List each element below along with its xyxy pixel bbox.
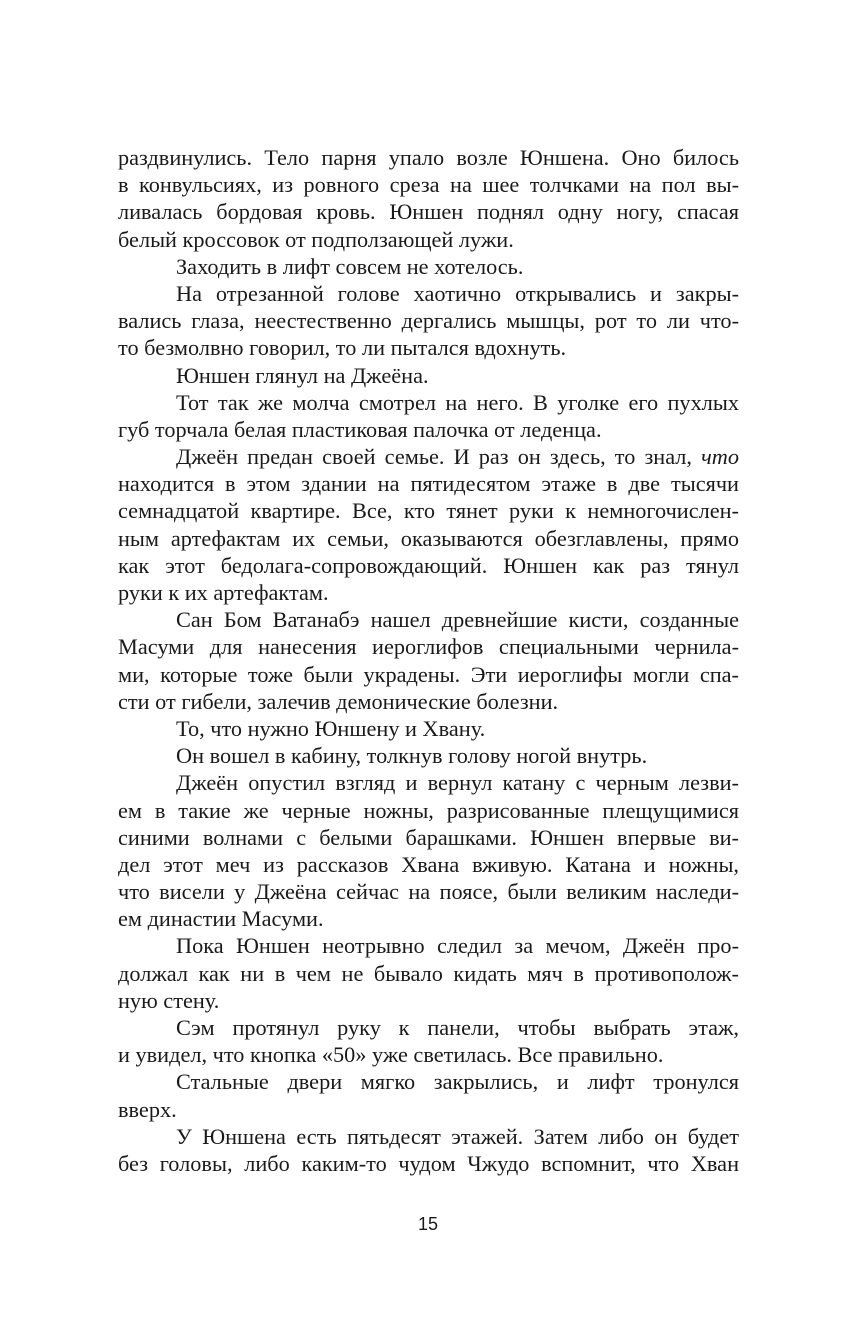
text-line-content: ливалась бордовая кровь. Юншен поднял одну ногу, спасая (118, 199, 739, 225)
text-line (118, 198, 739, 225)
text-line-content: На отрезанной голове хаотично открывались и закры- (176, 280, 739, 306)
text-line-emphasis: что (701, 444, 739, 470)
text-line (118, 443, 739, 470)
page-number: 15 (417, 1214, 439, 1234)
text-line-content: Тот так же молча смотрел на него. В уголке его пухлых (176, 389, 739, 415)
text-line (118, 987, 739, 1014)
text-line (118, 1041, 739, 1068)
text-line-content: как этот бедолага-сопровождающий. Юншен как раз тянул (118, 552, 739, 578)
text-line (118, 1068, 739, 1095)
text-line-content: Масуми для нанесения иероглифов специальными чернила- (118, 634, 739, 660)
text-line-content: то безмолвно говорил, то ли пытался вдохнуть. (118, 335, 567, 361)
text-line-content: в конвульсиях, из ровного среза на шее толчками на пол вы- (118, 172, 739, 198)
text-line-content: руки к их артефактам. (118, 580, 329, 605)
text-line-content: ми, которые тоже были украдены. Эти иероглифы могли спа- (118, 661, 739, 687)
text-line-content: семнадцатой квартире. Все, кто тянет руки к немногочислен- (118, 498, 739, 524)
text-line (118, 171, 739, 198)
text-line-content: Пока Юншен неотрывно следил за мечом, Джеён про- (176, 933, 739, 959)
text-line-content: вверх. (118, 1096, 177, 1122)
text-line-content: синими волнами с белыми барашками. Юншен впервые ви- (118, 824, 739, 850)
text-line (118, 552, 739, 579)
text-line-content: должал как ни в чем не бывало кидать мяч в противополож- (118, 960, 739, 986)
text-line-content: То, что нужно Юншену и Хвану. (176, 715, 486, 741)
text-line (118, 606, 739, 633)
text-line (118, 1014, 739, 1041)
text-line (118, 742, 739, 769)
text-line (118, 1123, 739, 1150)
text-line (118, 253, 739, 280)
text-line-content: белый кроссовок от подползающей лужи. (118, 226, 514, 252)
text-line-content: Джеён предан своей семье. И раз он здесь, то знал, (176, 444, 702, 470)
text-line-content: без головы, либо каким-то чудом Чжудо вспомнит, что Хван (118, 1150, 739, 1176)
text-line-content: находится в этом здании на пятидесятом этаже в две тысячи (118, 471, 739, 497)
text-line (118, 1096, 739, 1123)
text-line-content: Стальные двери мягко закрылись, и лифт тронулся (176, 1069, 739, 1095)
text-line-content: Он вошел в кабину, толкнув голову ногой внутрь. (176, 743, 648, 769)
text-line (118, 932, 739, 959)
book-page-body (118, 144, 739, 1177)
text-line-content: Заходить в лифт совсем не хотелось. (176, 253, 524, 279)
text-line (118, 688, 739, 715)
text-line (118, 497, 739, 524)
text-line (118, 797, 739, 824)
text-line (118, 144, 739, 171)
text-line (118, 851, 739, 878)
text-line-content: Джеён опустил взгляд и вернул катану с черным лезви- (176, 770, 739, 796)
text-line-content: Сэм протянул руку к панели, чтобы выбрать этаж, (176, 1015, 739, 1040)
text-line-content: Юншен глянул на Джеёна. (176, 362, 429, 388)
text-line (118, 769, 739, 796)
text-line (118, 334, 739, 361)
text-line (118, 905, 739, 932)
text-line-content: раздвинулись. Тело парня упало возле Юншена. Оно билось (118, 145, 739, 170)
text-line-content: дел этот меч из рассказов Хвана вживую. Катана и ножны, (118, 851, 739, 877)
text-line-content: У Юншена есть пятьдесят этажей. Затем либо он будет (176, 1123, 739, 1149)
text-line (118, 661, 739, 688)
text-line (118, 307, 739, 334)
text-line (118, 579, 739, 606)
text-line (118, 715, 739, 742)
text-line (118, 633, 739, 660)
text-line (118, 960, 739, 987)
text-line (118, 470, 739, 497)
text-line-content: ем династии Масуми. (118, 906, 324, 932)
text-line (118, 1150, 739, 1177)
text-line-content: ем в такие же черные ножны, разрисованные плещущимися (118, 797, 739, 823)
text-line-content: сти от гибели, залечив демонические болезни. (118, 688, 559, 714)
text-line-content: ную стену. (118, 987, 220, 1013)
text-line (118, 389, 739, 416)
text-line-content: вались глаза, неестественно дергались мышцы, рот то ли что- (118, 308, 739, 334)
text-line-content: губ торчала белая пластиковая палочка от леденца. (118, 416, 602, 442)
text-line-content: ным артефактам их семьи, оказываются обезглавлены, прямо (118, 525, 739, 551)
text-line-content: и увидел, что кнопка «50» уже светилась. Все правильно. (118, 1042, 664, 1068)
text-line (118, 824, 739, 851)
text-line-content: Сан Бом Ватанабэ нашел древнейшие кисти, созданные (176, 607, 739, 633)
text-line-content: что висели у Джеёна сейчас на поясе, были великим наследи- (118, 879, 739, 905)
text-line (118, 362, 739, 389)
text-line (118, 280, 739, 307)
text-line (118, 416, 739, 443)
text-line (118, 226, 739, 253)
text-line (118, 878, 739, 905)
text-line (118, 525, 739, 552)
